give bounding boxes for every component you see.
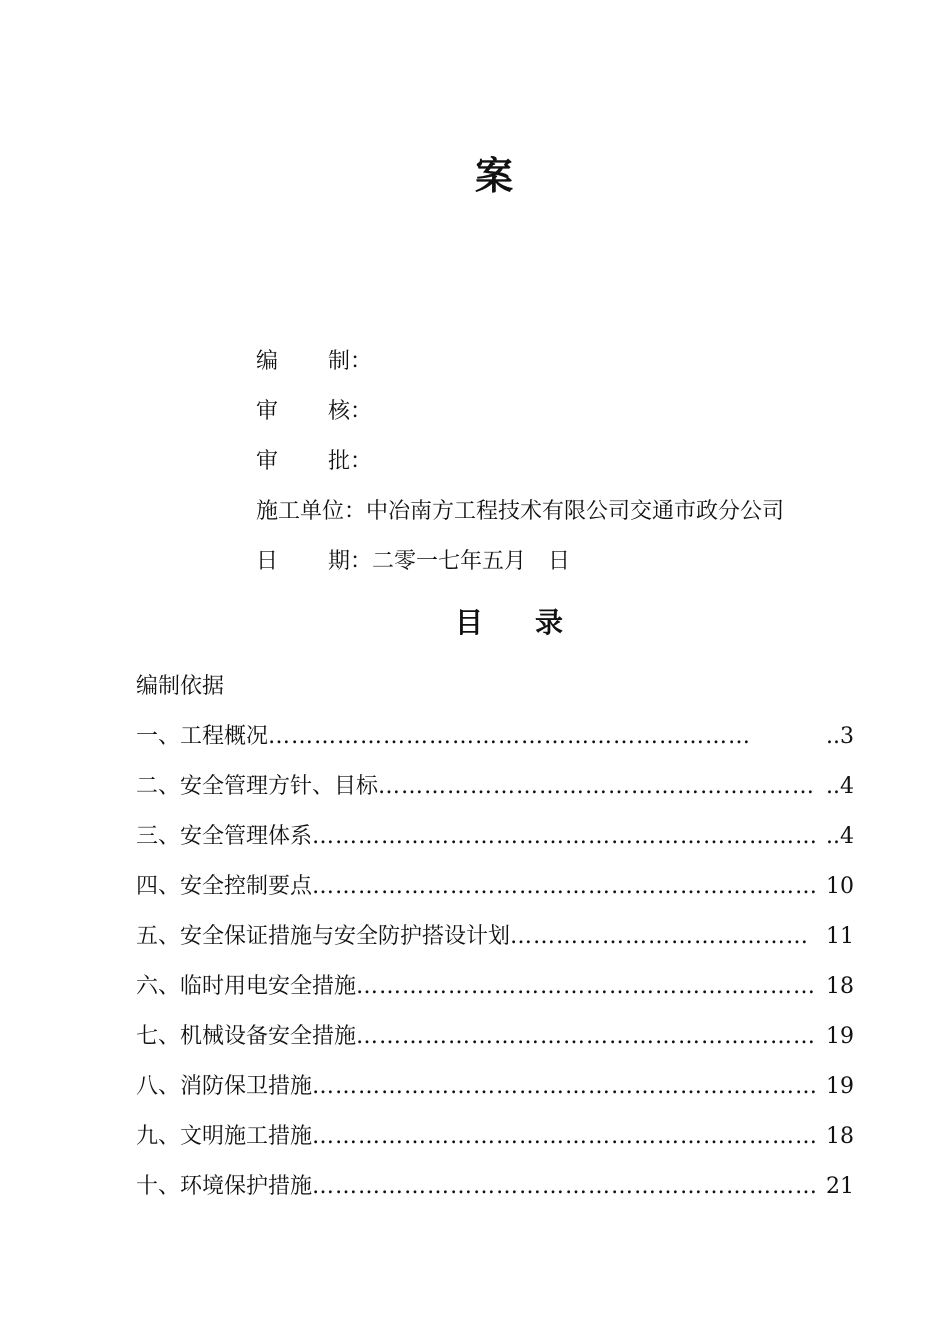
- info-row-compiler: [256, 340, 784, 390]
- table-of-contents: [136, 664, 866, 1214]
- toc-leader-dots: …………………………………………………: [378, 774, 816, 799]
- toc-heading-char-1: 目: [455, 606, 484, 639]
- info-label-a: 审: [256, 399, 279, 424]
- info-label-b: 期：: [328, 549, 373, 574]
- toc-item[interactable]: [136, 1114, 866, 1164]
- info-value: 中冶南方工程技术有限公司交通市政分公司: [366, 499, 785, 524]
- toc-item-text: 三、安全管理体系: [136, 824, 313, 849]
- toc-leader-dots: ……………………………………………………: [356, 974, 817, 999]
- toc-item[interactable]: [136, 1014, 866, 1064]
- toc-item[interactable]: [136, 714, 866, 764]
- info-row-approver: [256, 440, 784, 490]
- toc-item-text: 一、工程概况: [136, 724, 269, 749]
- approval-info: [256, 340, 784, 590]
- toc-leader-dots: …………………………………: [510, 924, 810, 949]
- toc-leader-dots: …………………………………………………………: [312, 874, 819, 899]
- toc-page-number: 21: [826, 1174, 854, 1199]
- toc-leader-dots: …………………………………………………………: [312, 1174, 819, 1199]
- info-row-date: [256, 540, 784, 590]
- toc-intro[interactable]: [136, 664, 866, 714]
- toc-leader-dots: …………………………………………………………: [312, 1074, 819, 1099]
- toc-item[interactable]: [136, 964, 866, 1014]
- toc-item[interactable]: [136, 914, 866, 964]
- toc-leader-dots: ………………………………………………………: [268, 724, 752, 749]
- toc-page-number: 10: [826, 874, 854, 899]
- info-value: 二零一七年五月 日: [372, 549, 571, 574]
- toc-item[interactable]: [136, 864, 866, 914]
- toc-item-text: 编制依据: [136, 674, 225, 699]
- info-row-reviewer: [256, 390, 784, 440]
- toc-page-number: 18: [826, 974, 854, 999]
- toc-page-number: 19: [826, 1024, 854, 1049]
- toc-heading-char-2: 录: [535, 606, 564, 639]
- toc-page-number: ..4: [826, 774, 854, 799]
- toc-page-number: 11: [826, 924, 854, 949]
- toc-leader-dots: …………………………………………………………: [312, 824, 819, 849]
- info-label-b: 批：: [328, 449, 373, 474]
- toc-item[interactable]: [136, 764, 866, 814]
- info-label-b: 核：: [328, 399, 373, 424]
- info-label-a: 编: [256, 349, 279, 374]
- toc-item-text: 九、文明施工措施: [136, 1124, 313, 1149]
- info-label-a: 审: [256, 449, 279, 474]
- toc-leader-dots: ……………………………………………………: [356, 1024, 817, 1049]
- toc-heading: [455, 600, 563, 646]
- info-label-b: 制：: [328, 349, 373, 374]
- toc-item-text: 五、安全保证措施与安全防护搭设计划: [136, 924, 511, 949]
- toc-item-text: 十、环境保护措施: [136, 1174, 313, 1199]
- toc-item[interactable]: [136, 1064, 866, 1114]
- document-title: 案: [474, 153, 513, 198]
- toc-item-text: 二、安全管理方针、目标: [136, 774, 379, 799]
- toc-item-text: 六、临时用电安全措施: [136, 974, 357, 999]
- info-row-unit: [256, 490, 784, 540]
- toc-item[interactable]: [136, 1164, 866, 1214]
- toc-item[interactable]: [136, 814, 866, 864]
- toc-item-text: 八、消防保卫措施: [136, 1074, 313, 1099]
- toc-leader-dots: …………………………………………………………: [312, 1124, 819, 1149]
- toc-page-number: ..3: [826, 724, 854, 749]
- toc-item-text: 四、安全控制要点: [136, 874, 313, 899]
- info-label-a: 施工单位：: [256, 499, 367, 524]
- toc-page-number: ..4: [826, 824, 854, 849]
- toc-item-text: 七、机械设备安全措施: [136, 1024, 357, 1049]
- toc-page-number: 19: [826, 1074, 854, 1099]
- toc-page-number: 18: [826, 1124, 854, 1149]
- info-label-a: 日: [256, 549, 279, 574]
